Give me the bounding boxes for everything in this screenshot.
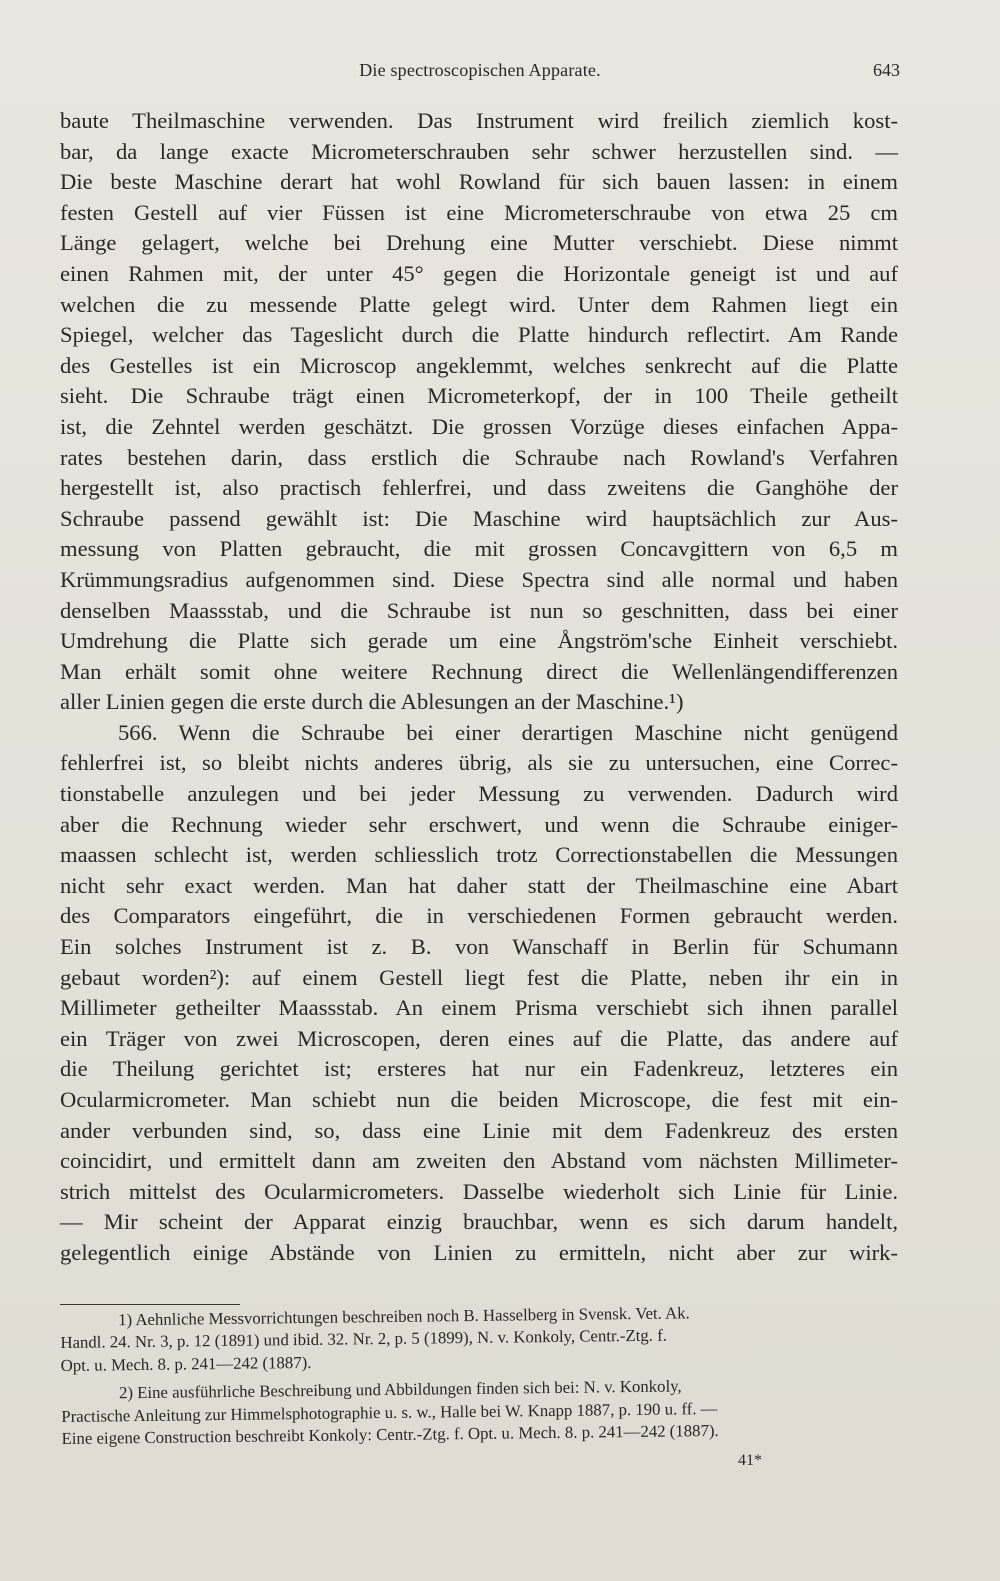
text-line: coincidirt, und ermittelt dann am zweiten den Abstand vom nächsten Millimeter-: [60, 1148, 898, 1174]
text-line: des Gestelles ist ein Microscop angeklemmt, welches senkrecht auf die Platte: [60, 352, 898, 378]
text-line: die Theilung gerichtet ist; ersteres hat nur ein Fadenkreuz, letzteres ein: [60, 1056, 898, 1082]
text-line: des Comparators eingeführt, die in verschiedenen Formen gebraucht werden.: [60, 903, 898, 929]
text-line: messung von Platten gebraucht, die mit grossen Concavgittern von 6,5 m: [60, 536, 898, 562]
text-line: Schraube passend gewählt ist: Die Maschine wird hauptsächlich zur Aus-: [60, 505, 898, 531]
text-line: einen Rahmen mit, der unter 45° gegen die Horizontale geneigt ist und auf: [60, 260, 898, 286]
text-line: tionstabelle anzulegen und bei jeder Messung zu verwenden. Dadurch wird: [60, 781, 898, 807]
text-line: baute Theilmaschine verwenden. Das Instrument wird freilich ziemlich kost-: [60, 108, 898, 133]
text-line: Millimeter getheilter Maassstab. An einem Prisma verschiebt sich ihnen parallel: [60, 995, 898, 1021]
text-line: Spiegel, welcher das Tageslicht durch die Platte hindurch reflectirt. Am Rande: [60, 322, 898, 348]
running-title: Die spectroscopischen Apparate.: [359, 60, 601, 80]
text-line: sieht. Die Schraube trägt einen Micrometerkopf, der in 100 Theile getheilt: [60, 383, 898, 409]
text-line: gelegentlich einige Abstände von Linien zu ermitteln, nicht aber zur wirk-: [60, 1239, 898, 1265]
text-line: Ein solches Instrument ist z. B. von Wanschaff in Berlin für Schumann: [60, 934, 898, 960]
text-line: fehlerfrei ist, so bleibt nichts anderes übrig, als sie zu untersuchen, eine Correc-: [60, 750, 898, 776]
text-line: bar, da lange exacte Micrometerschrauben sehr schwer herzustellen sind. —: [60, 138, 898, 164]
text-line: denselben Maassstab, und die Schraube ist nun so geschnitten, dass bei einer: [60, 597, 898, 623]
text-line: welchen die zu messende Platte gelegt wird. Unter dem Rahmen liegt ein: [60, 291, 898, 317]
text-line: ander verbunden sind, so, dass eine Linie mit dem Fadenkreuz des ersten: [60, 1117, 898, 1143]
text-line: ist, die Zehntel werden geschätzt. Die grossen Vorzüge dieses einfachen Appa-: [60, 413, 898, 439]
text-line: ein Träger von zwei Microscopen, deren eines auf die Platte, das andere auf: [60, 1025, 898, 1051]
text-line: gebaut worden²): auf einem Gestell liegt fest die Platte, neben ihr ein in: [60, 964, 898, 990]
text-line: nicht sehr exact werden. Man hat daher statt der Theilmaschine eine Abart: [60, 872, 898, 898]
text-line: — Mir scheint der Apparat einzig brauchbar, wenn es sich darum handelt,: [60, 1209, 898, 1235]
text-line: rates bestehen darin, dass erstlich die Schraube nach Rowland's Verfahren: [60, 444, 898, 470]
signature-mark: 41*: [738, 1452, 762, 1469]
text-line: aller Linien gegen die erste durch die Ablesungen an der Maschine.¹): [60, 689, 684, 715]
text-line: strich mittelst des Ocularmicrometers. Dasselbe wiederholt sich Linie für Linie.: [60, 1178, 898, 1204]
page-header: [60, 60, 900, 88]
footnote-2: 2) Eine ausführliche Beschreibung und Abbildungen finden sich bei: N. v. Konkoly,: [118, 1376, 682, 1403]
text-line: Länge gelagert, welche bei Drehung eine Mutter verschiebt. Diese nimmt: [60, 230, 898, 256]
text-line: festen Gestell auf vier Füssen ist eine Micrometerschraube von etwa 25 cm: [60, 199, 898, 225]
footnote-1: 1) Aehnliche Messvorrichtungen beschreiben noch B. Hasselberg in Svensk. Vet. Ak.: [118, 1303, 690, 1330]
text-line: Die beste Maschine derart hat wohl Rowland für sich bauen lassen: in einem: [60, 169, 898, 195]
footnotes: [60, 1300, 894, 1451]
footnote-line: Eine eigene Construction beschreibt Konkoly: Centr.-Ztg. f. Opt. u. Mech. 8. p. 241—242 (1887).: [61, 1420, 719, 1449]
footnote-line: Handl. 24. Nr. 3, p. 12 (1891) und ibid. 32. Nr. 2, p. 5 (1899), N. v. Konkoly, Centr.-Ztg. f.: [60, 1325, 668, 1353]
text-line: Man erhält somit ohne weitere Rechnung direct die Wellenlängendifferenzen: [60, 658, 898, 684]
footnote-line: Practische Anleitung zur Himmelsphotographie u. s. w., Halle bei W. Knapp 1887, p. 190 u. ff. —: [61, 1398, 718, 1426]
text-line: aber die Rechnung wieder sehr erschwert, und wenn die Schraube einiger-: [60, 811, 898, 837]
text-line: hergestellt ist, also practisch fehlerfrei, und dass zweitens die Ganghöhe der: [60, 475, 898, 501]
section-566-start: 566. Wenn die Schraube bei einer derartigen Maschine nicht genügend: [118, 719, 898, 745]
text-line: maassen schlecht ist, werden schliesslich trotz Correctionstabellen die Messungen: [60, 842, 898, 868]
text-line: Krümmungsradius aufgenommen sind. Diese Spectra sind alle normal und haben: [60, 566, 898, 592]
footnote-line: Opt. u. Mech. 8. p. 241—242 (1887).: [60, 1352, 312, 1375]
text-line: Umdrehung die Platte sich gerade um eine Ångström'sche Einheit verschiebt.: [60, 628, 898, 654]
body-text: [60, 106, 898, 1269]
page-number: 643: [873, 60, 900, 80]
text-line: Ocularmicrometer. Man schiebt nun die beiden Microscope, die fest mit ein-: [60, 1087, 898, 1112]
footnote-divider: [60, 1304, 240, 1305]
